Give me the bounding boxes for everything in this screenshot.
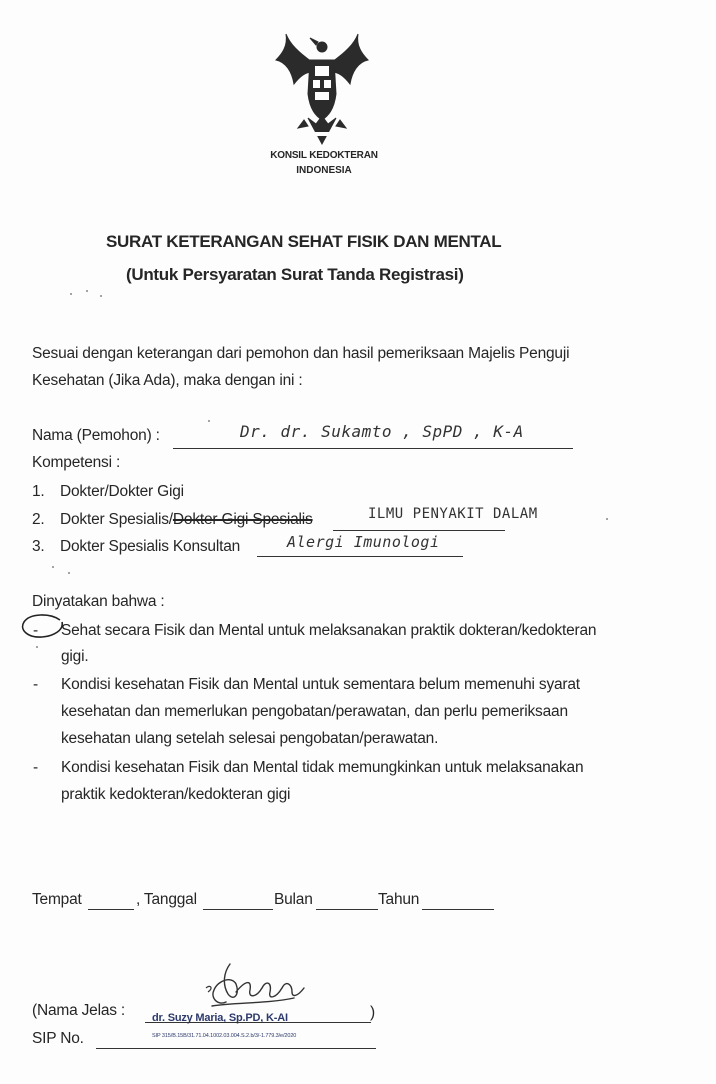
kompetensi-2-label-main: Dokter Spesialis/ [60,511,173,528]
sip-label: SIP No. [32,1030,84,1047]
tahun-label: Tahun [378,891,420,908]
option-2-bullet: - [33,676,38,693]
kompetensi-3-number: 3. [32,538,45,555]
scan-speck [36,646,38,648]
statement-label: Dinyatakan bahwa : [32,593,165,610]
option-2-line3: kesehatan ulang setelah selesai pengobatan/perawatan. [61,730,439,747]
org-name-line2: INDONESIA [296,165,352,176]
tahun-underline [422,909,494,910]
kompetensi-1-number: 1. [32,483,45,500]
option-2-line2: kesehatan dan memerlukan pengobatan/perawatan, dan perlu pemeriksaan [61,703,568,720]
scan-speck [606,518,608,520]
tempat-underline [88,909,134,910]
kompetensi-3-underline [257,556,463,557]
option-1-line1: Sehat secara Fisik dan Mental untuk melaksanakan praktik dokteran/kedokteran [61,622,597,639]
bulan-underline [316,909,378,910]
nama-jelas-label: (Nama Jelas : [32,1002,126,1019]
signature [196,958,332,1016]
intro-line1: Sesuai dengan keterangan dari pemohon dan hasil pemeriksaan Majelis Penguji [32,345,570,362]
doctor-name-stamp: dr. Suzy Maria, Sp.PD, K-AI [152,1012,288,1024]
tanggal-underline [203,909,273,910]
sip-underline [96,1048,376,1049]
kompetensi-1-label: Dokter/Dokter Gigi [60,483,184,500]
option-1-bullet: - [33,622,38,639]
option-3-line1: Kondisi kesehatan Fisik dan Mental tidak memungkinkan untuk melaksanakan [61,759,584,776]
garuda-emblem [268,32,376,150]
org-name-line1: KONSIL KEDOKTERAN [270,150,378,161]
scan-speck [208,420,210,422]
option-3-bullet: - [33,759,38,776]
kompetensi-2-label-struck: Dokter Gigi Spesialis [172,511,313,528]
scan-speck [100,295,102,297]
name-value: Dr. dr. Sukamto , SpPD , K-A [240,422,524,441]
bulan-label: Bulan [274,891,313,908]
scan-speck [68,572,70,574]
kompetensi-2-label [60,511,313,529]
option-1-line2: gigi. [61,648,89,665]
kompetensi-2-value: ILMU PENYAKIT DALAM [368,506,538,522]
option-2-line1: Kondisi kesehatan Fisik dan Mental untuk sementara belum memenuhi syarat [61,676,580,693]
nama-jelas-closing: ) [370,1004,375,1021]
tanggal-label: , Tanggal [136,891,197,908]
scan-speck [70,293,72,295]
intro-line2: Kesehatan (Jika Ada), maka dengan ini : [32,372,303,389]
kompetensi-2-number: 2. [32,511,45,528]
document-title: SURAT KETERANGAN SEHAT FISIK DAN MENTAL [106,232,502,251]
name-underline [173,448,573,449]
nama-jelas-underline [145,1022,371,1023]
kompetensi-3-value: Alergi Imunologi [287,533,440,551]
kompetensi-2-underline [333,530,505,531]
document-subtitle: (Untuk Persyaratan Surat Tanda Registrasi) [126,265,464,284]
sip-number-stamp: SIP 315/B.15B/31.71.04.1002.03.004.S.2.b/3/-1.779.3/e/2020 [152,1033,297,1039]
scan-speck [86,290,88,292]
scan-speck [52,566,54,568]
kompetensi-label: Kompetensi : [32,454,121,471]
option-3-line2: praktik kedokteran/kedokteran gigi [61,786,291,803]
selected-option-circle [20,612,66,640]
tempat-label: Tempat [32,891,82,908]
kompetensi-3-label: Dokter Spesialis Konsultan [60,538,241,555]
name-label: Nama (Pemohon) : [32,427,160,444]
